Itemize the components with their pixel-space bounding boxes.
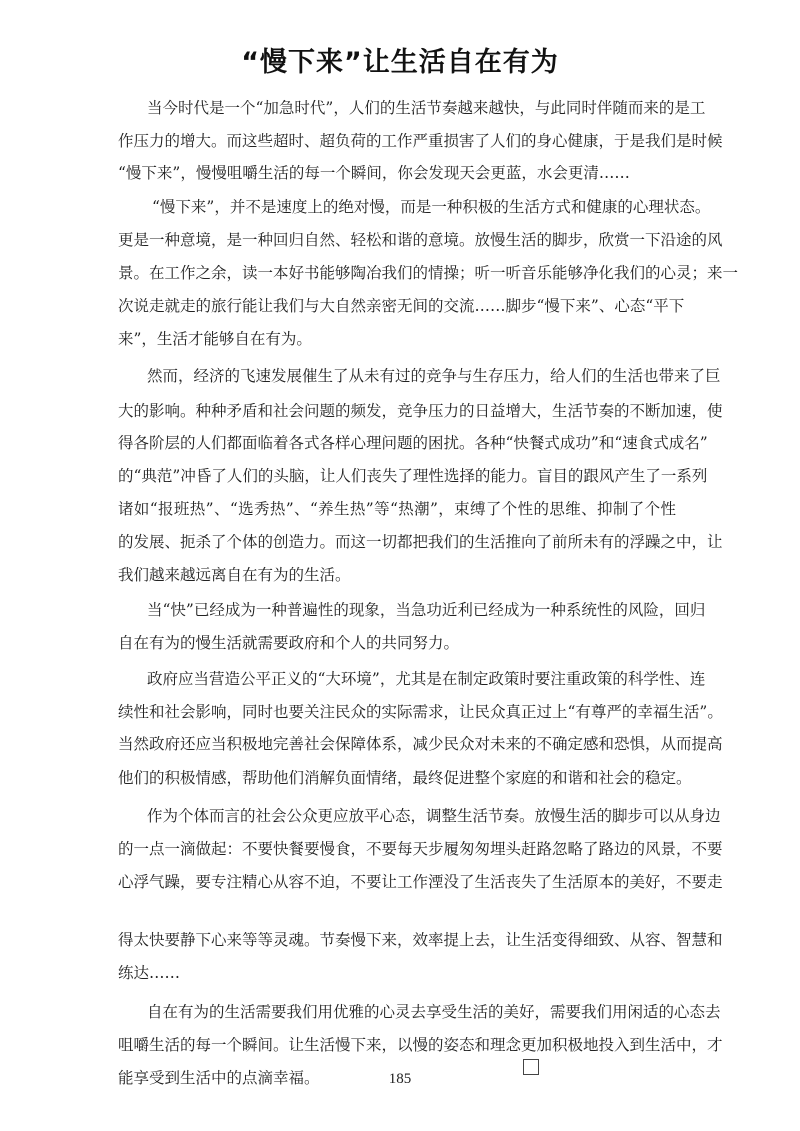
text-line: 当“快”已经成为一种普遍性的现象，当急功近利已经成为一种系统性的风险，回归	[147, 601, 706, 619]
text-line: 咀嚼生活的每一个瞬间。让生活慢下来，以慢的姿态和理念更加积极地投入到生活中，才	[118, 1036, 723, 1054]
text-line: “慢下来”，慢慢咀嚼生活的每一个瞬间，你会发现天会更蓝，水会更清……	[118, 164, 630, 182]
text-line: 续性和社会影响，同时也要关注民众的实际需求，让民众真正过上“有尊严的幸福生活”。	[118, 703, 723, 721]
text-line: 作压力的增大。而这些超时、超负荷的工作严重损害了人们的身心健康，于是我们是时候	[118, 132, 723, 150]
text-line: 的发展、扼杀了个体的创造力。而这一切都把我们的生活推向了前所未有的浮躁之中，让	[118, 533, 723, 551]
page-number: 185	[388, 1071, 412, 1087]
text-line: 政府应当营造公平正义的“大环境”，尤其是在制定政策时要注重政策的科学性、连	[147, 670, 706, 688]
text-line: 的一点一滴做起：不要快餐要慢食，不要每天步履匆匆埋头赶路忽略了路边的风景，不要	[118, 840, 723, 858]
text-line: 作为个体而言的社会公众更应放平心态，调整生活节奏。放慢生活的脚步可以从身边	[147, 807, 721, 825]
text-line: 景。在工作之余，读一本好书能够陶冶我们的情操；听一听音乐能够净化我们的心灵；来一	[118, 264, 739, 282]
text-line: 自在有为的慢生活就需要政府和个人的共同努力。	[118, 634, 460, 652]
text-line: 自在有为的生活需要我们用优雅的心灵去享受生活的美好，需要我们用闲适的心态去	[147, 1003, 721, 1021]
text-line: 更是一种意境，是一种回归自然、轻松和谐的意境。放慢生活的脚步，欣赏一下沿途的风	[118, 231, 723, 249]
text-line: 能享受到生活中的点滴幸福。	[118, 1069, 320, 1087]
text-line: 当今时代是一个“加急时代”，人们的生活节奏越来越快，与此同时伴随而来的是工	[147, 99, 706, 117]
checkbox[interactable]	[523, 1059, 539, 1075]
text-line: 然而，经济的飞速发展催生了从未有过的竞争与生存压力，给人们的生活也带来了巨	[147, 367, 721, 385]
text-line: 练达……	[118, 964, 181, 982]
text-line: 心浮气躁，要专注精心从容不迫，不要让工作湮没了生活丧失了生活原本的美好，不要走	[118, 873, 723, 891]
text-line: 诸如“报班热”、“选秀热”、“养生热”等“热潮”，束缚了个性的思维、抑制了个性	[118, 500, 676, 518]
text-line: 得各阶层的人们都面临着各式各样心理问题的困扰。各种“快餐式成功”和“速食式成名”	[118, 434, 708, 452]
text-line: 他们的积极情感，帮助他们消解负面情绪，最终促进整个家庭的和谐和社会的稳定。	[118, 769, 692, 787]
text-line: 我们越来越远离自在有为的生活。	[118, 566, 351, 584]
text-line: 大的影响。种种矛盾和社会问题的频发，竞争压力的日益增大，生活节奏的不断加速，使	[118, 402, 723, 420]
text-line: 的“典范”冲昏了人们的头脑，让人们丧失了理性选择的能力。盲目的跟风产生了一系列	[118, 467, 708, 485]
text-line: 次说走就走的旅行能让我们与大自然亲密无间的交流……脚步“慢下来”、心态“平下	[118, 297, 685, 315]
text-line: 来”，生活才能够自在有为。	[118, 330, 312, 348]
page-title: “慢下来”让生活自在有为	[241, 47, 559, 78]
text-line: 得太快要静下心来等等灵魂。节奏慢下来，效率提上去，让生活变得细致、从容、智慧和	[118, 931, 723, 949]
text-line: 当然政府还应当积极地完善社会保障体系，减少民众对未来的不确定感和恐惧，从而提高	[118, 735, 723, 753]
text-line: “慢下来”，并不是速度上的绝对慢，而是一种积极的生活方式和健康的心理状态。	[152, 198, 711, 216]
